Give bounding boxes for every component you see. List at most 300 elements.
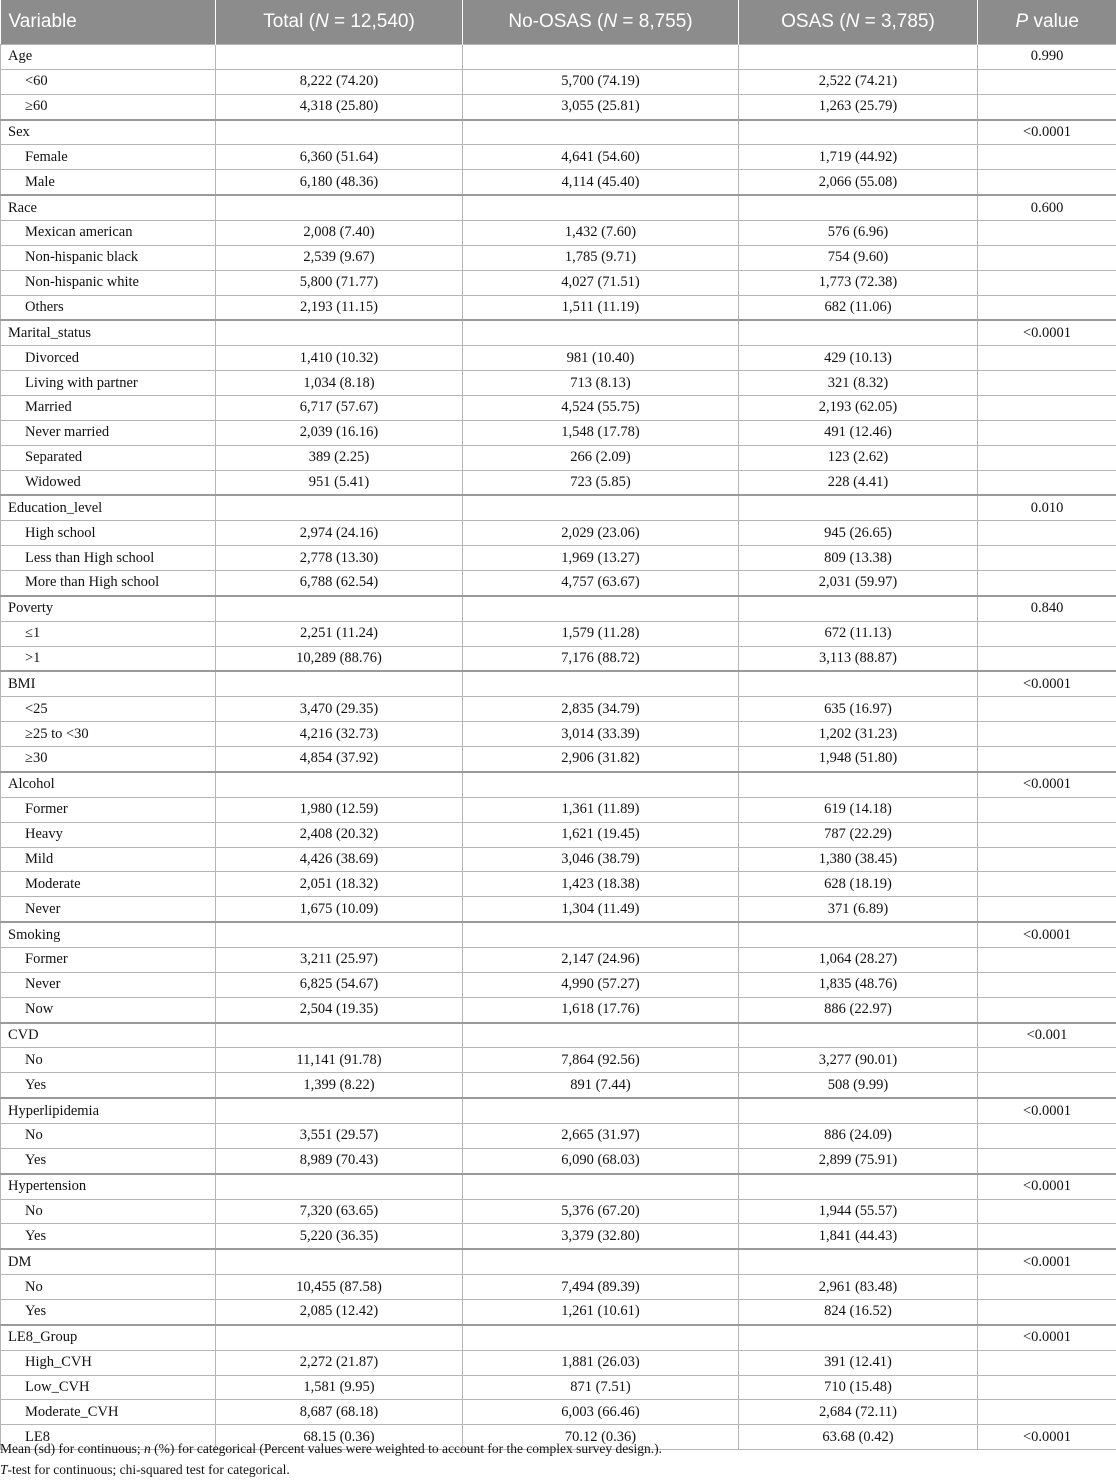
- cell-osas: 228 (4.41): [739, 470, 978, 495]
- cell-variable: High school: [1, 521, 216, 546]
- cell-osas: 886 (22.97): [739, 997, 978, 1022]
- cell-variable: <60: [1, 69, 216, 94]
- table-row: [1, 1148, 1116, 1173]
- cell-osas: [739, 45, 978, 70]
- footnote-2: T-test for continuous; chi-squared test for categorical.: [0, 1462, 290, 1477]
- cell-osas: 635 (16.97): [739, 697, 978, 722]
- cell-p-value: [978, 1073, 1116, 1098]
- cell-total: 3,470 (29.35): [216, 697, 463, 722]
- cell-osas: 754 (9.60): [739, 245, 978, 270]
- table-group-row: [1, 1023, 1116, 1048]
- cell-p-value: 0.010: [978, 495, 1116, 520]
- cell-variable: CVD: [1, 1023, 216, 1048]
- cell-osas: [739, 922, 978, 947]
- cell-osas: 1,263 (25.79): [739, 94, 978, 119]
- cell-p-value: [978, 997, 1116, 1022]
- cell-variable: More than High school: [1, 571, 216, 596]
- header-row: [1, 0, 1116, 45]
- cell-total: [216, 772, 463, 797]
- cell-total: 2,778 (13.30): [216, 546, 463, 571]
- table-row: [1, 396, 1116, 421]
- header-osas: OSAS (N = 3,785): [739, 0, 978, 45]
- cell-no-osas: 3,014 (33.39): [463, 722, 739, 747]
- cell-no-osas: 723 (5.85): [463, 470, 739, 495]
- cell-total: 7,320 (63.65): [216, 1199, 463, 1224]
- cell-no-osas: [463, 195, 739, 220]
- table-group-row: [1, 1174, 1116, 1199]
- cell-variable: Married: [1, 396, 216, 421]
- table-footnotes: [0, 1438, 1116, 1480]
- table-row: [1, 170, 1116, 195]
- cell-total: 2,408 (20.32): [216, 822, 463, 847]
- cell-no-osas: 1,621 (19.45): [463, 822, 739, 847]
- cell-variable: Yes: [1, 1299, 216, 1324]
- table-row: [1, 445, 1116, 470]
- header-p-value: P value: [978, 0, 1116, 45]
- table-group-row: [1, 120, 1116, 145]
- cell-no-osas: 7,176 (88.72): [463, 646, 739, 671]
- cell-p-value: <0.0001: [978, 772, 1116, 797]
- cell-no-osas: 4,114 (45.40): [463, 170, 739, 195]
- cell-p-value: [978, 1224, 1116, 1249]
- cell-total: 8,222 (74.20): [216, 69, 463, 94]
- table-body: [1, 45, 1116, 1450]
- cell-total: 68.15 (0.36): [216, 1425, 463, 1450]
- cell-variable: Never married: [1, 420, 216, 445]
- cell-osas: 1,948 (51.80): [739, 747, 978, 772]
- cell-osas: [739, 195, 978, 220]
- table-row: [1, 972, 1116, 997]
- cell-p-value: [978, 697, 1116, 722]
- cell-osas: 123 (2.62): [739, 445, 978, 470]
- table-row: [1, 1073, 1116, 1098]
- cell-osas: 1,380 (38.45): [739, 847, 978, 872]
- table-row: [1, 245, 1116, 270]
- table-row: [1, 1048, 1116, 1073]
- cell-osas: 619 (14.18): [739, 797, 978, 822]
- cell-no-osas: 5,700 (74.19): [463, 69, 739, 94]
- table-row: [1, 646, 1116, 671]
- cell-variable: ≥25 to <30: [1, 722, 216, 747]
- cell-p-value: [978, 1048, 1116, 1073]
- cell-osas: 1,064 (28.27): [739, 947, 978, 972]
- cell-variable: Non-hispanic white: [1, 270, 216, 295]
- cell-variable: Former: [1, 947, 216, 972]
- cell-p-value: <0.0001: [978, 1325, 1116, 1350]
- cell-p-value: [978, 445, 1116, 470]
- cell-variable: Hypertension: [1, 1174, 216, 1199]
- cell-total: 8,687 (68.18): [216, 1400, 463, 1425]
- table-row: [1, 897, 1116, 922]
- cell-variable: Moderate_CVH: [1, 1400, 216, 1425]
- cell-total: 2,085 (12.42): [216, 1299, 463, 1324]
- cell-p-value: [978, 571, 1116, 596]
- cell-total: 2,051 (18.32): [216, 872, 463, 897]
- cell-p-value: [978, 396, 1116, 421]
- cell-p-value: <0.0001: [978, 1249, 1116, 1274]
- cell-total: 1,675 (10.09): [216, 897, 463, 922]
- cell-osas: 2,522 (74.21): [739, 69, 978, 94]
- table-row: [1, 722, 1116, 747]
- cell-osas: 809 (13.38): [739, 546, 978, 571]
- table-group-row: [1, 1249, 1116, 1274]
- cell-osas: [739, 596, 978, 621]
- cell-total: 2,504 (19.35): [216, 997, 463, 1022]
- cell-osas: [739, 495, 978, 520]
- cell-no-osas: 1,423 (18.38): [463, 872, 739, 897]
- cell-p-value: [978, 1375, 1116, 1400]
- cell-osas: [739, 772, 978, 797]
- cell-no-osas: [463, 1174, 739, 1199]
- cell-total: 4,426 (38.69): [216, 847, 463, 872]
- table-row: [1, 221, 1116, 246]
- cell-variable: Smoking: [1, 922, 216, 947]
- cell-variable: LE8_Group: [1, 1325, 216, 1350]
- table-group-row: [1, 671, 1116, 696]
- cell-no-osas: 1,361 (11.89): [463, 797, 739, 822]
- cell-total: [216, 1098, 463, 1123]
- cell-no-osas: 3,379 (32.80): [463, 1224, 739, 1249]
- cell-p-value: <0.0001: [978, 1425, 1116, 1450]
- cell-osas: 2,961 (83.48): [739, 1275, 978, 1300]
- cell-no-osas: 1,969 (13.27): [463, 546, 739, 571]
- table-row: [1, 145, 1116, 170]
- cell-total: 1,399 (8.22): [216, 1073, 463, 1098]
- cell-no-osas: [463, 922, 739, 947]
- table-row: [1, 420, 1116, 445]
- cell-no-osas: 871 (7.51): [463, 1375, 739, 1400]
- cell-variable: Low_CVH: [1, 1375, 216, 1400]
- cell-no-osas: 4,524 (55.75): [463, 396, 739, 421]
- cell-p-value: <0.0001: [978, 120, 1116, 145]
- cell-p-value: [978, 897, 1116, 922]
- cell-no-osas: [463, 495, 739, 520]
- cell-variable: Divorced: [1, 346, 216, 371]
- cell-p-value: [978, 94, 1116, 119]
- cell-total: [216, 922, 463, 947]
- cell-total: 6,788 (62.54): [216, 571, 463, 596]
- cell-p-value: <0.0001: [978, 1098, 1116, 1123]
- cell-no-osas: [463, 1249, 739, 1274]
- cell-variable: Yes: [1, 1148, 216, 1173]
- cell-variable: ≥30: [1, 747, 216, 772]
- table-row: [1, 1123, 1116, 1148]
- cell-total: 2,974 (24.16): [216, 521, 463, 546]
- cell-p-value: [978, 69, 1116, 94]
- cell-p-value: [978, 546, 1116, 571]
- table-group-row: [1, 1325, 1116, 1350]
- cell-no-osas: [463, 120, 739, 145]
- cell-p-value: [978, 1148, 1116, 1173]
- cell-no-osas: [463, 1023, 739, 1048]
- cell-variable: No: [1, 1123, 216, 1148]
- cell-variable: Less than High school: [1, 546, 216, 571]
- cell-osas: [739, 1098, 978, 1123]
- cell-variable: Yes: [1, 1224, 216, 1249]
- table-row: [1, 1224, 1116, 1249]
- cell-osas: 1,835 (48.76): [739, 972, 978, 997]
- cell-total: 1,410 (10.32): [216, 346, 463, 371]
- cell-no-osas: 1,618 (17.76): [463, 997, 739, 1022]
- table-row: [1, 521, 1116, 546]
- cell-p-value: <0.0001: [978, 1174, 1116, 1199]
- cell-no-osas: 266 (2.09): [463, 445, 739, 470]
- cell-no-osas: 4,027 (71.51): [463, 270, 739, 295]
- cell-no-osas: [463, 1098, 739, 1123]
- footnote-1: Mean (sd) for continuous; n (%) for categorical (Percent values were weighted to account for the complex survey design.).: [0, 1441, 663, 1456]
- cell-p-value: [978, 270, 1116, 295]
- table-row: [1, 947, 1116, 972]
- cell-p-value: <0.0001: [978, 671, 1116, 696]
- cell-no-osas: [463, 1325, 739, 1350]
- cell-p-value: [978, 947, 1116, 972]
- cell-total: 2,008 (7.40): [216, 221, 463, 246]
- cell-no-osas: 6,090 (68.03): [463, 1148, 739, 1173]
- cell-osas: 682 (11.06): [739, 295, 978, 320]
- table-row: [1, 1275, 1116, 1300]
- cell-p-value: [978, 1275, 1116, 1300]
- cell-no-osas: [463, 671, 739, 696]
- table-row: [1, 371, 1116, 396]
- cell-variable: Male: [1, 170, 216, 195]
- cell-no-osas: 1,881 (26.03): [463, 1350, 739, 1375]
- cell-p-value: [978, 1400, 1116, 1425]
- cell-variable: Education_level: [1, 495, 216, 520]
- cell-p-value: 0.840: [978, 596, 1116, 621]
- cell-osas: 1,202 (31.23): [739, 722, 978, 747]
- cell-p-value: [978, 1350, 1116, 1375]
- cell-no-osas: 2,147 (24.96): [463, 947, 739, 972]
- cell-variable: Race: [1, 195, 216, 220]
- table-group-row: [1, 1098, 1116, 1123]
- cell-total: [216, 1249, 463, 1274]
- cell-p-value: <0.001: [978, 1023, 1116, 1048]
- cell-no-osas: 1,511 (11.19): [463, 295, 739, 320]
- table-row: [1, 270, 1116, 295]
- cell-total: 1,034 (8.18): [216, 371, 463, 396]
- cell-variable: Separated: [1, 445, 216, 470]
- cell-total: 1,980 (12.59): [216, 797, 463, 822]
- cell-p-value: [978, 470, 1116, 495]
- cell-variable: Former: [1, 797, 216, 822]
- cell-osas: [739, 1325, 978, 1350]
- cell-no-osas: [463, 45, 739, 70]
- cell-osas: [739, 671, 978, 696]
- cell-osas: [739, 1249, 978, 1274]
- cell-no-osas: 4,990 (57.27): [463, 972, 739, 997]
- cell-variable: BMI: [1, 671, 216, 696]
- cell-variable: Female: [1, 145, 216, 170]
- cell-variable: Alcohol: [1, 772, 216, 797]
- cell-total: 389 (2.25): [216, 445, 463, 470]
- cell-p-value: [978, 521, 1116, 546]
- table-group-row: [1, 195, 1116, 220]
- table-row: [1, 69, 1116, 94]
- table-row: [1, 571, 1116, 596]
- cell-total: 5,220 (36.35): [216, 1224, 463, 1249]
- table-row: [1, 1350, 1116, 1375]
- cell-variable: Moderate: [1, 872, 216, 897]
- cell-osas: 2,193 (62.05): [739, 396, 978, 421]
- cell-total: [216, 45, 463, 70]
- cell-total: 2,272 (21.87): [216, 1350, 463, 1375]
- cell-osas: 787 (22.29): [739, 822, 978, 847]
- cell-no-osas: 4,641 (54.60): [463, 145, 739, 170]
- cell-osas: [739, 320, 978, 345]
- cell-total: [216, 320, 463, 345]
- cell-variable: High_CVH: [1, 1350, 216, 1375]
- cell-p-value: 0.600: [978, 195, 1116, 220]
- cell-p-value: [978, 646, 1116, 671]
- cell-osas: 2,066 (55.08): [739, 170, 978, 195]
- cell-total: 3,551 (29.57): [216, 1123, 463, 1148]
- cell-no-osas: 2,665 (31.97): [463, 1123, 739, 1148]
- cell-p-value: 0.990: [978, 45, 1116, 70]
- cell-osas: 2,899 (75.91): [739, 1148, 978, 1173]
- cell-osas: 945 (26.65): [739, 521, 978, 546]
- cell-osas: 3,277 (90.01): [739, 1048, 978, 1073]
- cell-total: 4,854 (37.92): [216, 747, 463, 772]
- cell-variable: Marital_status: [1, 320, 216, 345]
- cell-total: 2,539 (9.67): [216, 245, 463, 270]
- cell-variable: No: [1, 1199, 216, 1224]
- table-group-row: [1, 772, 1116, 797]
- cell-total: 11,141 (91.78): [216, 1048, 463, 1073]
- cell-p-value: <0.0001: [978, 320, 1116, 345]
- cell-no-osas: 1,304 (11.49): [463, 897, 739, 922]
- cell-total: 8,989 (70.43): [216, 1148, 463, 1173]
- cell-variable: Heavy: [1, 822, 216, 847]
- cell-p-value: [978, 747, 1116, 772]
- header-no-osas: No-OSAS (N = 8,755): [463, 0, 739, 45]
- cell-no-osas: 1,785 (9.71): [463, 245, 739, 270]
- cell-osas: 576 (6.96): [739, 221, 978, 246]
- cell-total: 10,289 (88.76): [216, 646, 463, 671]
- cell-variable: Never: [1, 897, 216, 922]
- table-row: [1, 470, 1116, 495]
- cell-variable: >1: [1, 646, 216, 671]
- cell-total: [216, 671, 463, 696]
- cell-osas: 710 (15.48): [739, 1375, 978, 1400]
- cell-osas: 1,944 (55.57): [739, 1199, 978, 1224]
- cell-variable: Mild: [1, 847, 216, 872]
- cell-total: 6,360 (51.64): [216, 145, 463, 170]
- cell-osas: 824 (16.52): [739, 1299, 978, 1324]
- table-group-row: [1, 495, 1116, 520]
- cell-variable: ≥60: [1, 94, 216, 119]
- cell-no-osas: 713 (8.13): [463, 371, 739, 396]
- cell-no-osas: 3,046 (38.79): [463, 847, 739, 872]
- header-total: Total (N = 12,540): [216, 0, 463, 45]
- table-header: [1, 0, 1116, 45]
- cell-no-osas: 4,757 (63.67): [463, 571, 739, 596]
- cell-no-osas: 70.12 (0.36): [463, 1425, 739, 1450]
- cell-variable: Non-hispanic black: [1, 245, 216, 270]
- table-group-row: [1, 320, 1116, 345]
- table-row: [1, 346, 1116, 371]
- cell-variable: <25: [1, 697, 216, 722]
- cell-variable: Widowed: [1, 470, 216, 495]
- cell-osas: 3,113 (88.87): [739, 646, 978, 671]
- cell-no-osas: [463, 772, 739, 797]
- cell-p-value: [978, 621, 1116, 646]
- cell-total: 951 (5.41): [216, 470, 463, 495]
- table-row: [1, 872, 1116, 897]
- cell-variable: Sex: [1, 120, 216, 145]
- cell-total: 6,180 (48.36): [216, 170, 463, 195]
- cell-p-value: [978, 295, 1116, 320]
- cell-total: 4,216 (32.73): [216, 722, 463, 747]
- cell-osas: 672 (11.13): [739, 621, 978, 646]
- cell-p-value: <0.0001: [978, 922, 1116, 947]
- cell-no-osas: 7,864 (92.56): [463, 1048, 739, 1073]
- cell-total: 2,193 (11.15): [216, 295, 463, 320]
- cell-variable: ≤1: [1, 621, 216, 646]
- table-group-row: [1, 596, 1116, 621]
- cell-variable: Yes: [1, 1073, 216, 1098]
- cell-variable: Hyperlipidemia: [1, 1098, 216, 1123]
- cell-total: 2,039 (16.16): [216, 420, 463, 445]
- cell-no-osas: 5,376 (67.20): [463, 1199, 739, 1224]
- cell-osas: 63.68 (0.42): [739, 1425, 978, 1450]
- cell-p-value: [978, 1123, 1116, 1148]
- cell-osas: [739, 120, 978, 145]
- cell-osas: 1,719 (44.92): [739, 145, 978, 170]
- cell-no-osas: [463, 596, 739, 621]
- cell-variable: DM: [1, 1249, 216, 1274]
- table-row: [1, 997, 1116, 1022]
- cell-p-value: [978, 145, 1116, 170]
- cell-no-osas: 981 (10.40): [463, 346, 739, 371]
- cell-no-osas: 7,494 (89.39): [463, 1275, 739, 1300]
- cell-no-osas: 1,548 (17.78): [463, 420, 739, 445]
- cell-osas: 429 (10.13): [739, 346, 978, 371]
- table-group-row: [1, 922, 1116, 947]
- cell-variable: Others: [1, 295, 216, 320]
- cell-p-value: [978, 170, 1116, 195]
- table-row: [1, 1299, 1116, 1324]
- cell-no-osas: 891 (7.44): [463, 1073, 739, 1098]
- cell-osas: [739, 1023, 978, 1048]
- cell-p-value: [978, 872, 1116, 897]
- cell-variable: Never: [1, 972, 216, 997]
- cell-p-value: [978, 245, 1116, 270]
- cell-variable: Now: [1, 997, 216, 1022]
- cell-osas: 1,841 (44.43): [739, 1224, 978, 1249]
- table-row: [1, 621, 1116, 646]
- cell-p-value: [978, 972, 1116, 997]
- table-row: [1, 1400, 1116, 1425]
- cell-osas: 1,773 (72.38): [739, 270, 978, 295]
- cell-p-value: [978, 847, 1116, 872]
- table-row: [1, 847, 1116, 872]
- cell-total: 5,800 (71.77): [216, 270, 463, 295]
- cell-p-value: [978, 420, 1116, 445]
- cell-p-value: [978, 371, 1116, 396]
- cell-no-osas: 2,906 (31.82): [463, 747, 739, 772]
- cell-total: 3,211 (25.97): [216, 947, 463, 972]
- cell-total: [216, 495, 463, 520]
- table-row: [1, 747, 1116, 772]
- cell-total: 10,455 (87.58): [216, 1275, 463, 1300]
- table-row: [1, 697, 1116, 722]
- cell-osas: 2,684 (72.11): [739, 1400, 978, 1425]
- cell-variable: Poverty: [1, 596, 216, 621]
- table-group-row: [1, 45, 1116, 70]
- cell-variable: LE8: [1, 1425, 216, 1450]
- cell-total: [216, 120, 463, 145]
- cell-p-value: [978, 221, 1116, 246]
